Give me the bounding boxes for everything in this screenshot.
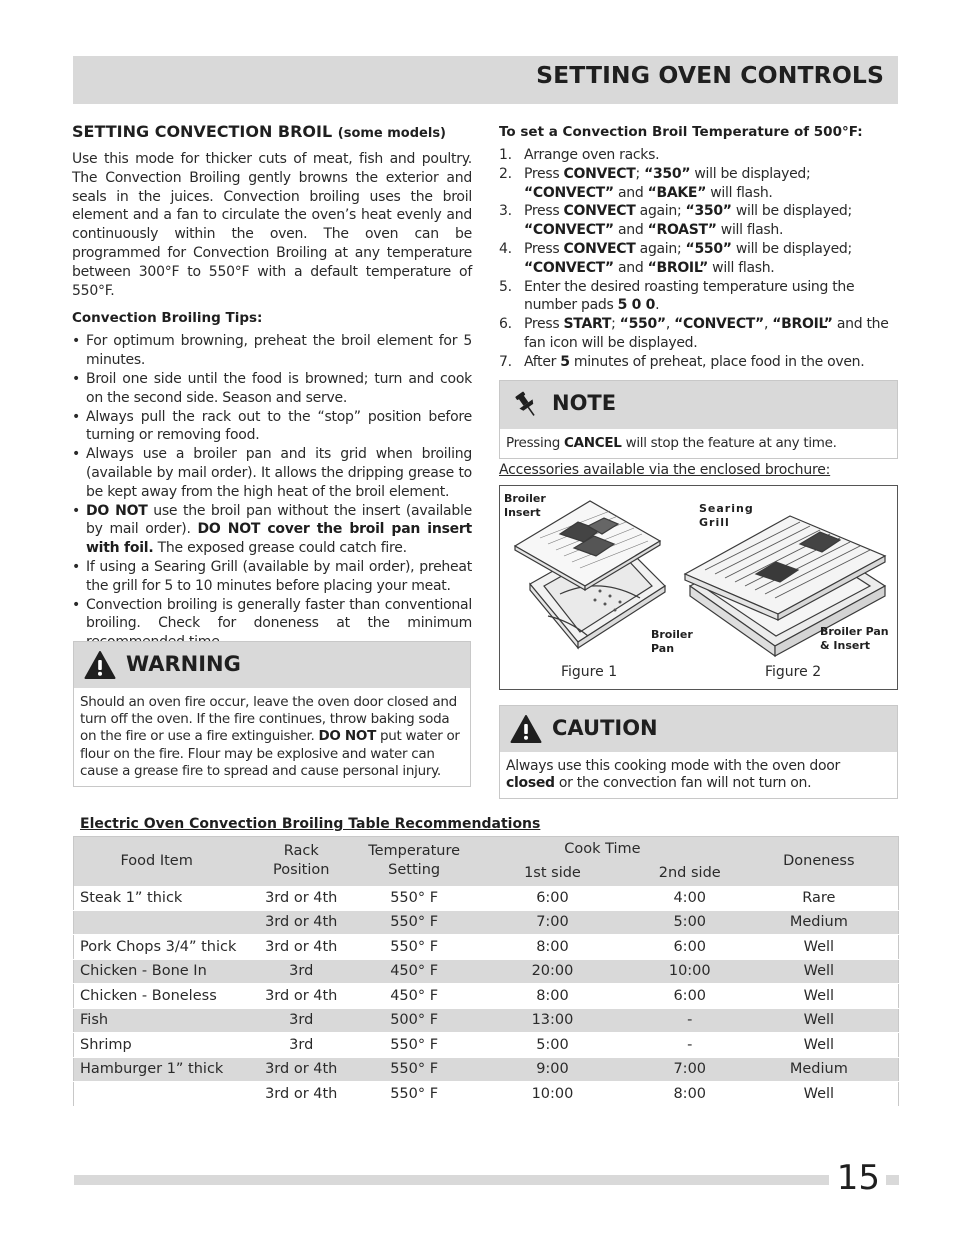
cell-food: Pork Chops 3/4” thick <box>74 935 240 960</box>
step-bold: “CONVECT” <box>524 259 614 276</box>
label-line: Broiler <box>651 628 693 641</box>
table-row <box>74 984 899 1009</box>
step-number: 5. <box>499 278 512 295</box>
cell-food <box>74 910 240 935</box>
tip-item <box>72 502 472 558</box>
step-number: 2. <box>499 165 512 182</box>
step-item <box>499 315 899 353</box>
step-text: minutes of preheat, place food in the oven. <box>569 353 865 370</box>
header-cook-time: Cook Time <box>465 837 740 862</box>
step-bold: “550” <box>619 316 666 333</box>
caution-text: or the convection fan will not turn on. <box>554 775 812 792</box>
note-bold: CANCEL <box>564 435 622 451</box>
step-text: will be displayed; <box>731 240 852 257</box>
cell-side1: 6:00 <box>465 886 640 911</box>
caution-body <box>500 752 897 798</box>
warning-bold: DO NOT <box>318 728 377 745</box>
step-text: will flash. <box>708 259 775 276</box>
tip-text: The exposed grease could catch fire. <box>153 540 407 557</box>
accessories-illustration <box>500 486 896 688</box>
table-header-row <box>74 837 899 862</box>
step-bold: “BAKE” <box>647 184 707 201</box>
steps-list <box>499 146 899 372</box>
table-row <box>74 959 899 984</box>
step-text: again; <box>635 240 686 257</box>
header-line: Temperature <box>368 843 461 860</box>
caution-label: CAUTION <box>552 716 658 740</box>
tips-heading: Convection Broiling Tips: <box>72 310 263 327</box>
cell-doneness: Medium <box>740 1057 899 1082</box>
header-rack-position <box>239 837 363 886</box>
step-text: will flash. <box>706 184 773 201</box>
cell-doneness: Well <box>740 984 899 1009</box>
tip-item: • Always pull the rack out to the “stop” position before turning or removing food. <box>72 408 472 446</box>
cell-rack: 3rd <box>239 1033 363 1058</box>
cell-side2: - <box>640 1008 740 1033</box>
label-searing-grill <box>699 502 754 530</box>
step-text: ; <box>611 316 620 333</box>
step-bold: “CONVECT” <box>674 316 764 333</box>
steps-title: To set a Convection Broil Temperature of 500°F: <box>499 124 863 140</box>
step-item <box>499 202 899 240</box>
label-broiler-insert <box>504 492 546 520</box>
accessories-label: Accessories available via the enclosed brochure: <box>499 462 831 478</box>
step-text: Press <box>524 316 564 333</box>
step-bold: “CONVECT” <box>524 222 614 239</box>
note-body <box>500 429 897 458</box>
cell-food: Chicken - Boneless <box>74 984 240 1009</box>
label-line: & Insert <box>820 639 871 652</box>
tip-item: • For optimum browning, preheat the broil element for 5 minutes. <box>72 332 472 370</box>
figure-2-caption: Figure 2 <box>765 664 822 680</box>
step-text: and <box>613 222 648 239</box>
step-bold: CONVECT <box>563 165 636 182</box>
step-item <box>499 165 899 203</box>
label-line: Broiler <box>504 492 546 505</box>
step-text: and <box>613 184 648 201</box>
cell-side1: 8:00 <box>465 984 640 1009</box>
tip-item: • Broil one side until the food is browned; turn and cook on the second side. Season and serve. <box>72 370 472 408</box>
tip-item: • Convection broiling is generally faster than conventional broiling. Check for doneness at the minimum <box>72 596 472 652</box>
cell-side2: 5:00 <box>640 910 740 935</box>
cell-side2: 4:00 <box>640 886 740 911</box>
cell-side1: 8:00 <box>465 935 640 960</box>
cell-temp: 550° F <box>363 1033 465 1058</box>
step-text: will flash. <box>716 222 784 239</box>
cell-side2: 10:00 <box>640 959 740 984</box>
table-row <box>74 1082 899 1107</box>
warning-triangle-icon <box>84 650 116 680</box>
step-number: 7. <box>499 353 512 370</box>
caution-text: Always use this cooking mode with the oven door <box>506 758 840 774</box>
figure-1-caption: Figure 1 <box>561 664 618 680</box>
cell-food: Fish <box>74 1008 240 1033</box>
step-bold: “350” <box>644 165 691 182</box>
caution-bold: closed <box>506 775 555 792</box>
intro-paragraph: Use this mode for thicker cuts of meat, fish and poultry. The Convection Broiling gently browns the exterior and seals in the juices. Convection broiling uses the broil element and a fan to circulate the oven’s heat evenly and continuously within the oven. The oven can be programmed for Convection Broiling at any temperature between 300°F to 550°F with a default temperature of 550°F. <box>72 151 472 299</box>
step-bold: “350” <box>685 203 732 220</box>
step-text: will be displayed; <box>731 203 852 220</box>
label-line: Searing <box>699 502 754 515</box>
label-broiler-pan-insert <box>820 625 889 653</box>
section-title-sub: (some models) <box>337 126 446 141</box>
step-text: ; <box>635 165 645 182</box>
cell-doneness: Well <box>740 1082 899 1107</box>
cell-side2: - <box>640 1033 740 1058</box>
step-bold: START <box>563 316 612 333</box>
warning-box <box>73 641 471 787</box>
note-label: NOTE <box>552 391 617 415</box>
cell-rack: 3rd or 4th <box>239 910 363 935</box>
broiling-table <box>73 836 899 1107</box>
table-row <box>74 1033 899 1058</box>
table-row <box>74 910 899 935</box>
step-bold: CONVECT <box>563 203 636 220</box>
cell-food: Steak 1” thick <box>74 886 240 911</box>
cell-side2: 7:00 <box>640 1057 740 1082</box>
cell-temp: 550° F <box>363 910 465 935</box>
header-bar <box>73 56 898 104</box>
label-line: Grill <box>699 516 730 529</box>
step-number: 4. <box>499 240 512 257</box>
note-box <box>499 380 898 459</box>
warning-triangle-icon <box>510 714 542 744</box>
right-column <box>499 124 899 372</box>
cell-temp: 550° F <box>363 886 465 911</box>
step-text: will be displayed; <box>690 165 811 182</box>
step-text: , <box>665 316 675 333</box>
cell-temp: 450° F <box>363 959 465 984</box>
header-doneness: Doneness <box>740 837 899 886</box>
label-line: Broiler Pan <box>820 625 889 638</box>
section-title-text: SETTING CONVECTION BROIL <box>72 122 333 141</box>
note-text: Pressing <box>506 435 564 451</box>
cell-side2: 6:00 <box>640 984 740 1009</box>
step-bold: “550” <box>685 240 732 257</box>
cell-side1: 9:00 <box>465 1057 640 1082</box>
step-number: 6. <box>499 316 512 333</box>
accessories-figure <box>499 485 898 690</box>
note-text: will stop the feature at any time. <box>621 435 837 451</box>
warning-label: WARNING <box>126 652 241 676</box>
table-row <box>74 1008 899 1033</box>
step-bold: CONVECT <box>563 240 636 257</box>
step-text: Press <box>524 240 564 257</box>
warning-text: put water or flour on the fire. Flour may be explosive and water can cause a grease fire to spread and cause personal injury. <box>80 728 460 779</box>
table-row <box>74 1057 899 1082</box>
cell-rack: 3rd <box>239 959 363 984</box>
tip-item: • If using a Searing Grill (available by mail order), preheat the grill for 5 to 10 minutes before placing your meat. <box>72 558 472 596</box>
tip-bold: DO NOT <box>86 502 148 519</box>
header-second-side: 2nd side <box>640 862 740 886</box>
page-number: 15 <box>829 1158 886 1198</box>
cell-rack: 3rd or 4th <box>239 935 363 960</box>
step-item <box>499 278 899 316</box>
cell-side1: 13:00 <box>465 1008 640 1033</box>
cell-side2: 6:00 <box>640 935 740 960</box>
header-food-item: Food Item <box>74 837 240 886</box>
table-title: Electric Oven Convection Broiling Table Recommendations <box>80 816 541 832</box>
footer-bar <box>74 1175 899 1185</box>
cell-side1: 10:00 <box>465 1082 640 1107</box>
table-row <box>74 935 899 960</box>
caution-box <box>499 705 898 799</box>
step-text: Press <box>524 203 564 220</box>
note-header <box>500 381 897 429</box>
step-text: again; <box>635 203 686 220</box>
cell-doneness: Well <box>740 959 899 984</box>
cell-food: Shrimp <box>74 1033 240 1058</box>
cell-doneness: Medium <box>740 910 899 935</box>
step-text: and <box>613 259 648 276</box>
step-number: 3. <box>499 203 512 220</box>
step-bold: “ROAST” <box>647 222 717 239</box>
header-temperature <box>363 837 465 886</box>
tip-item: • Always use a broiler pan and its grid when broiling (available by mail order). It allows the dripping grease to be kept away from the high heat of the broil element. <box>72 445 472 501</box>
step-item <box>499 240 899 278</box>
label-line: Insert <box>504 506 541 519</box>
tips-list <box>72 332 472 652</box>
header-line: Setting <box>388 862 441 879</box>
step-text: Enter the desired roasting temperature using the number pads <box>524 278 855 314</box>
step-text: Press <box>524 165 564 182</box>
header-line: Rack <box>283 843 319 860</box>
cell-doneness: Well <box>740 1008 899 1033</box>
step-text: . <box>655 297 660 314</box>
step-item <box>499 353 899 372</box>
cell-rack: 3rd or 4th <box>239 984 363 1009</box>
step-bold: 5 <box>560 353 570 370</box>
cell-rack: 3rd or 4th <box>239 1082 363 1107</box>
cell-doneness: Rare <box>740 886 899 911</box>
warning-text: Should an oven fire occur, leave the oven door closed and turn off the oven. If the fire continues, throw baking soda on the fire or use a fire extinguisher. <box>80 694 457 745</box>
cell-rack: 3rd or 4th <box>239 886 363 911</box>
cell-temp: 550° F <box>363 1057 465 1082</box>
label-broiler-pan <box>651 628 693 656</box>
pushpin-icon <box>510 389 542 419</box>
step-bold: 5 0 0 <box>617 297 656 314</box>
tip-bold: DO NOT cover the broil pan insert with foil. <box>86 521 472 557</box>
cell-doneness: Well <box>740 1033 899 1058</box>
warning-body <box>74 688 470 786</box>
cell-temp: 450° F <box>363 984 465 1009</box>
left-column <box>72 122 472 652</box>
caution-header <box>500 706 897 752</box>
cell-food <box>74 1082 240 1107</box>
cell-food: Hamburger 1” thick <box>74 1057 240 1082</box>
step-bold: “BROIL” <box>772 316 833 333</box>
step-bold: “BROIL” <box>647 259 709 276</box>
cell-temp: 550° F <box>363 1082 465 1107</box>
section-title <box>72 122 472 141</box>
tip-text: use the broil pan without the insert (available by mail order). <box>86 502 472 538</box>
cell-side2: 8:00 <box>640 1082 740 1107</box>
label-line: Pan <box>651 642 675 655</box>
cell-side1: 20:00 <box>465 959 640 984</box>
page-title: SETTING OVEN CONTROLS <box>536 61 884 89</box>
cell-side1: 7:00 <box>465 910 640 935</box>
step-text: After <box>524 353 561 370</box>
cell-rack: 3rd or 4th <box>239 1057 363 1082</box>
step-text: , <box>763 316 773 333</box>
cell-rack: 3rd <box>239 1008 363 1033</box>
cell-side1: 5:00 <box>465 1033 640 1058</box>
step-item <box>499 146 899 165</box>
cell-temp: 500° F <box>363 1008 465 1033</box>
step-text: Arrange oven racks. <box>524 147 660 163</box>
header-line: Position <box>273 862 330 879</box>
warning-header <box>74 642 470 688</box>
header-first-side: 1st side <box>465 862 640 886</box>
step-text: and the fan icon will be displayed. <box>524 316 889 351</box>
cell-temp: 550° F <box>363 935 465 960</box>
table-row <box>74 886 899 911</box>
cell-doneness: Well <box>740 935 899 960</box>
step-number: 1. <box>499 147 512 163</box>
cell-food: Chicken - Bone In <box>74 959 240 984</box>
step-bold: “CONVECT” <box>524 184 614 201</box>
table-body <box>74 886 899 1107</box>
